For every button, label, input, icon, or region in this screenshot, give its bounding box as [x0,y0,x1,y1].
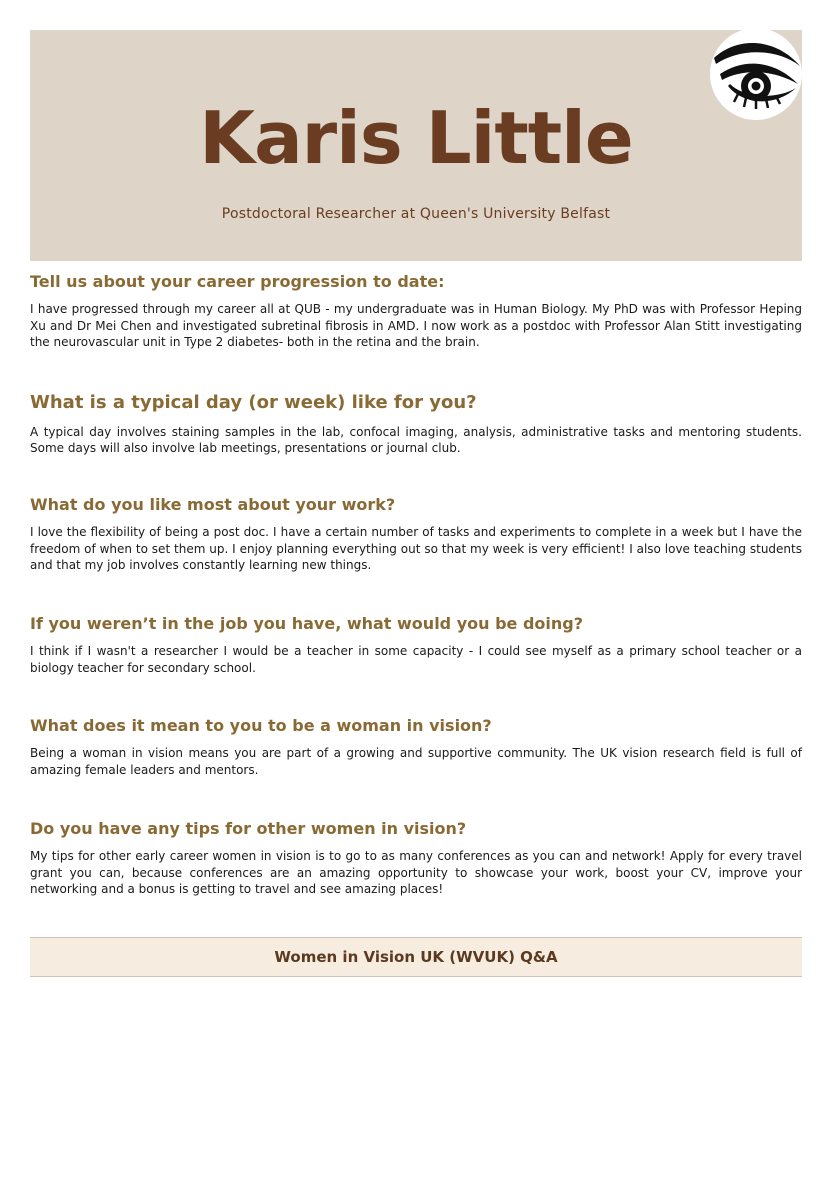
qa-section-tips [30,819,802,898]
answer-text: Being a woman in vision means you are part of a growing and supportive community. The UK vision research field is full of amazing female leaders and mentors. [30,746,802,777]
question-heading: What do you like most about your work? [30,495,396,514]
qa-section-woman-in-vision [30,716,802,778]
answer-text: I think if I wasn't a researcher I would be a teacher in some capacity - I could see myself as a primary school teacher or a biology teacher for secondary school. [30,644,802,675]
answer-text: I have progressed through my career all at QUB - my undergraduate was in Human Biology. My PhD was with Professor Heping Xu and Dr Mei Chen and investigated subretinal fibrosis in AMD. I now work as a postdoc with Professor Alan Stitt investigating the neurovascular unit in Type 2 diabetes- both in the retina and the brain. [30,302,802,350]
footer-banner [30,937,802,977]
qa-section-like-most [30,495,802,574]
page-title: Karis Little [199,96,633,180]
header-banner [30,30,802,261]
answer-text: My tips for other early career women in vision is to go to as many conferences as you can and network! Apply for every travel grant you can, because conferences are an amazing opportunity to showcase your work, boost your CV, improve your networking and a bonus is getting to travel and see amazing places! [30,849,802,897]
footer-title: Women in Vision UK (WVUK) Q&A [274,948,558,966]
question-heading: Do you have any tips for other women in vision? [30,819,467,838]
answer-text: I love the flexibility of being a post doc. I have a certain number of tasks and experiments to complete in a week but I have the freedom of when to set them up. I enjoy planning everything out so that my week is very efficient! I also love teaching students and that my job involves constantly learning new things. [30,525,802,573]
question-heading: If you weren’t in the job you have, what would you be doing? [30,614,584,633]
answer-text: A typical day involves staining samples in the lab, confocal imaging, analysis, administrative tasks and mentoring students. Some days will also involve lab meetings, presentations or journal club. [30,424,802,456]
question-heading: What does it mean to you to be a woman in vision? [30,716,492,735]
question-heading: What is a typical day (or week) like for you? [30,392,477,413]
qa-section-typical-day [30,392,802,457]
qa-section-other-job [30,614,802,676]
question-heading: Tell us about your career progression to date: [30,272,445,291]
eye-icon [710,28,802,120]
logo [710,28,802,120]
qa-section-career [30,272,802,351]
subtitle: Postdoctoral Researcher at Queen's University Belfast [221,206,611,222]
